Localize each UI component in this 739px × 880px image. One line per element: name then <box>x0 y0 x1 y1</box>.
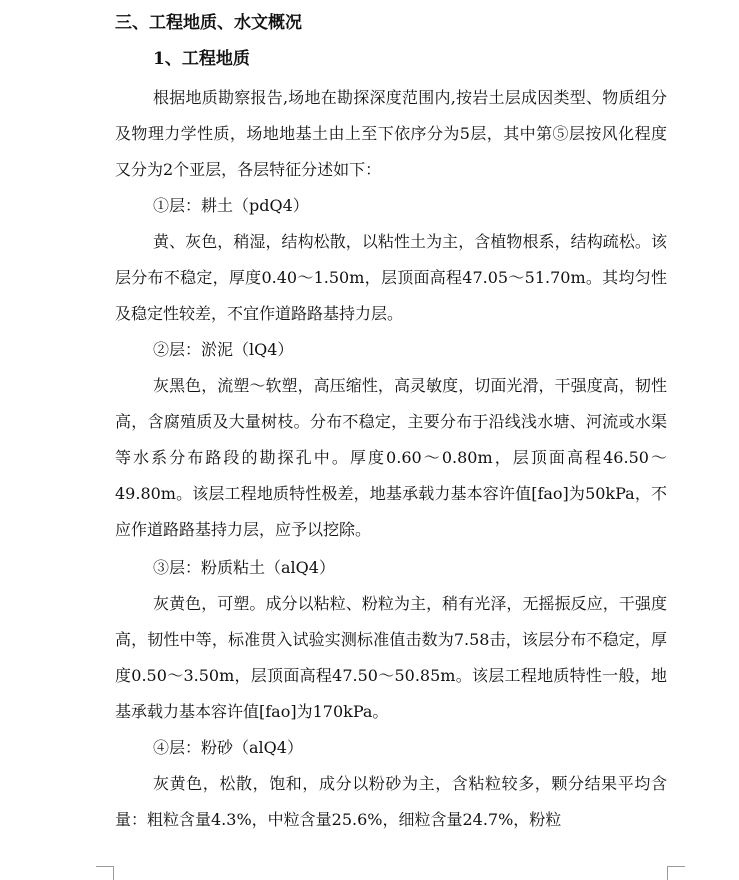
crop-mark-left-horizontal <box>96 866 114 867</box>
layer3-paragraph: 灰黄色，可塑。成分以粘粒、粉粒为主，稍有光泽，无摇振反应，干强度高，韧性中等，标准贯入试验实测标准值击数为7.58击，该层分布不稳定，厚度0.50～3.50m，层顶面高程47.50～50.85m。该层工程地质特性一般，地基承载力基本容许值[fao]为170kPa。 <box>115 594 667 721</box>
crop-mark-right-vertical <box>667 866 668 880</box>
layer1-heading: ①层：耕土（pdQ4） <box>153 196 309 215</box>
layer3-heading: ③层：粉质粘土（alQ4） <box>153 558 335 577</box>
crop-mark-right-horizontal <box>667 866 685 867</box>
crop-mark-left-vertical <box>113 866 114 880</box>
layer4-heading: ④层：粉砂（alQ4） <box>153 738 303 757</box>
layer1-paragraph: 黄、灰色，稍湿，结构松散，以粘性土为主，含植物根系，结构疏松。该层分布不稳定，厚度0.40～1.50m，层顶面高程47.05～51.70m。其均匀性及稳定性较差，不宜作道路路基持力层。 <box>115 232 667 323</box>
intro-paragraph: 根据地质勘察报告,场地在勘探深度范围内,按岩土层成因类型、物质组分及物理力学性质，场地地基土由上至下依序分为5层，其中第⑤层按风化程度又分为2个亚层，各层特征分述如下： <box>115 88 667 179</box>
section-title: 三、工程地质、水文概况 <box>115 13 302 33</box>
layer4-paragraph: 灰黄色，松散，饱和，成分以粉砂为主，含粘粒较多，颗分结果平均含量：粗粒含量4.3%，中粒含量25.6%，细粒含量24.7%，粉粒 <box>115 774 667 829</box>
layer2-heading: ②层：淤泥（lQ4） <box>153 340 294 359</box>
subsection-title: 1、工程地质 <box>153 49 250 69</box>
layer2-paragraph: 灰黑色，流塑～软塑，高压缩性，高灵敏度，切面光滑，干强度高，韧性高，含腐殖质及大量树枝。分布不稳定，主要分布于沿线浅水塘、河流或水渠等水系分布路段的勘探孔中。厚度0.60～0.80m，层顶面高程46.50～49.80m。该层工程地质特性极差，地基承载力基本容许值[fao]为50kPa，不应作道路路基持力层，应予以挖除。 <box>115 376 667 539</box>
